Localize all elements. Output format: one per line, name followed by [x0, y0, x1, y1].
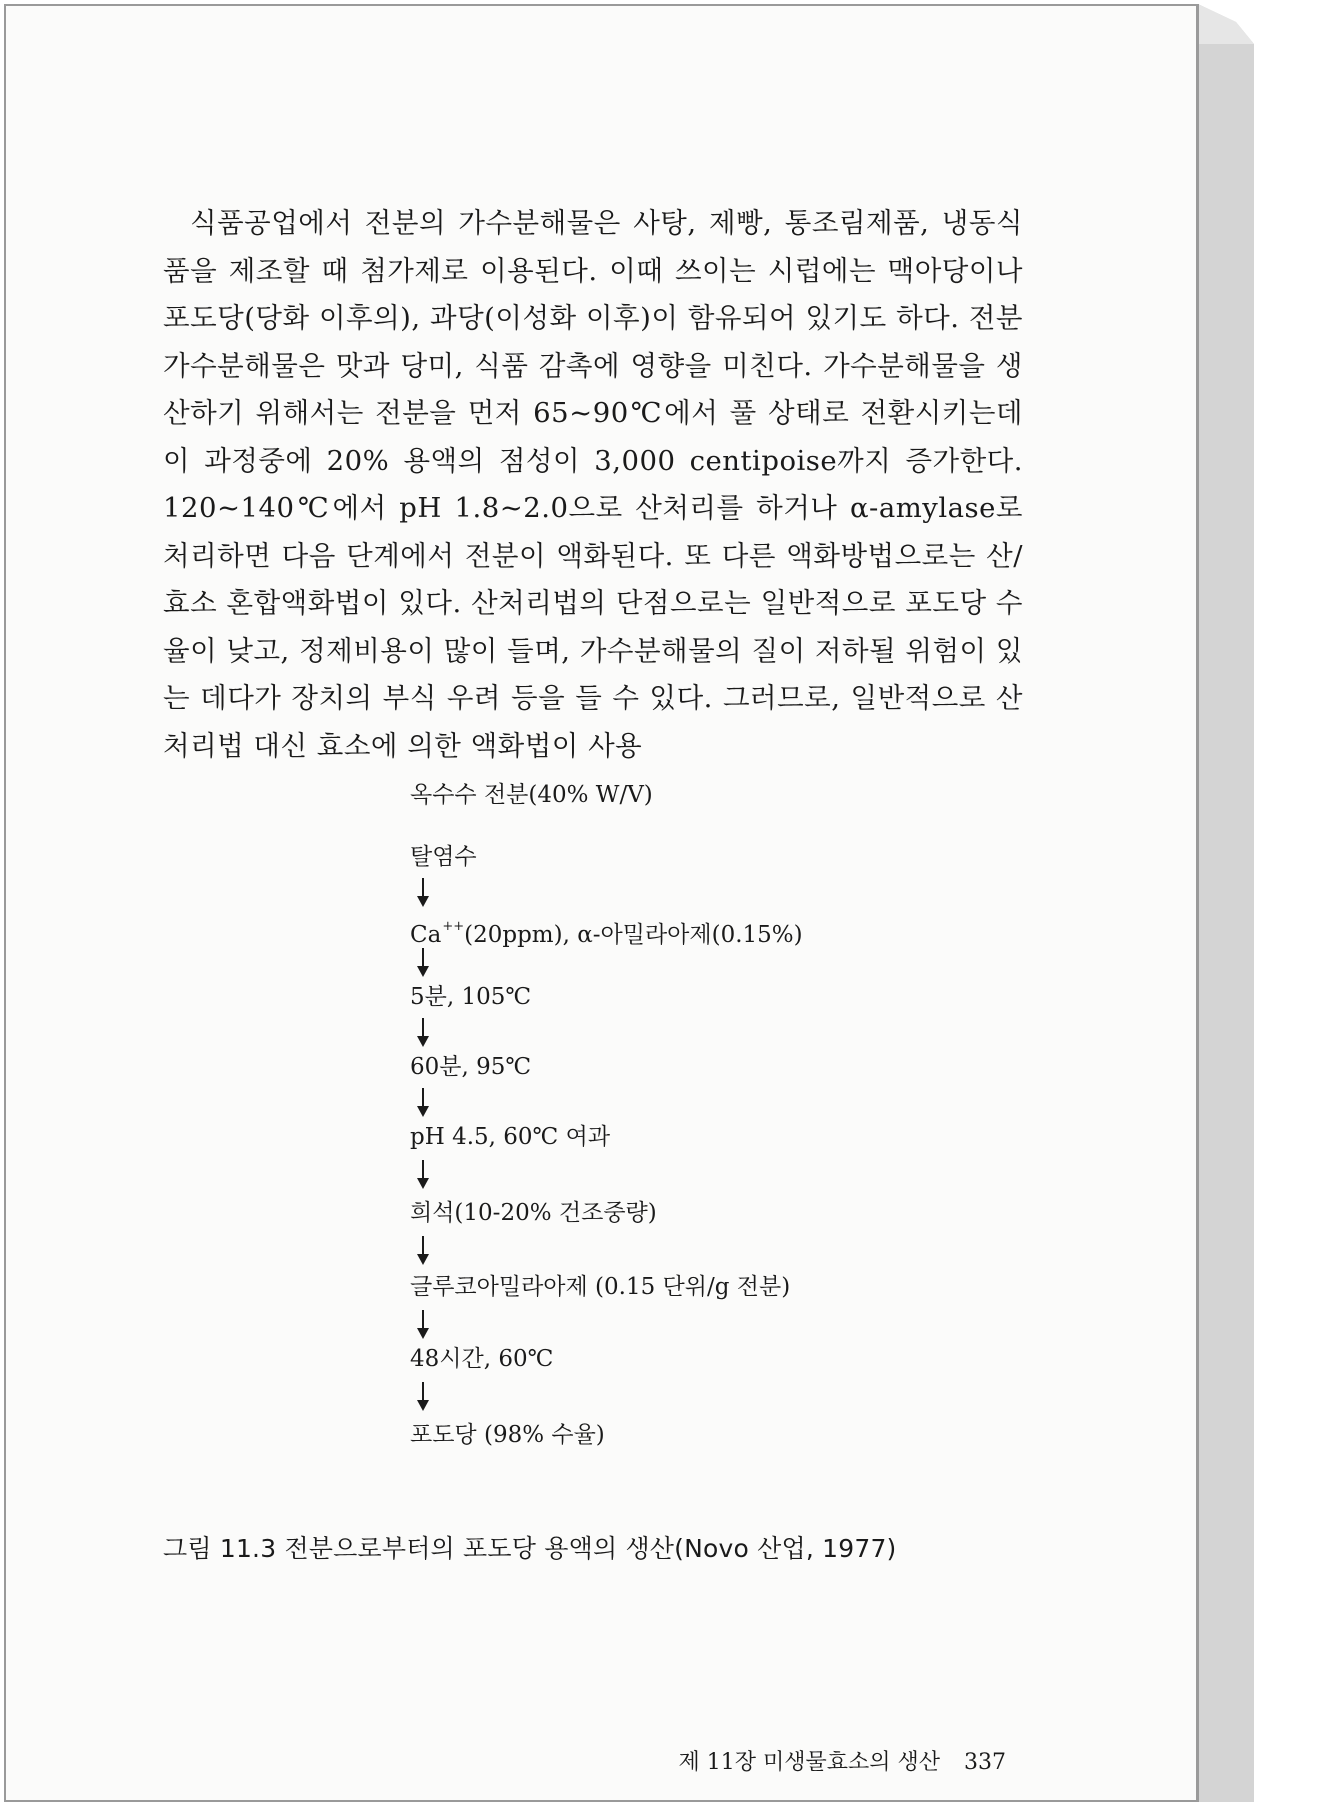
flow-step-calcium-amylase: Ca++(20ppm), α-아밀라아제(0.15%) — [410, 919, 803, 948]
flow-step-dilution: 희석(10-20% 건조중량) — [410, 1200, 657, 1226]
down-arrow-icon — [414, 946, 432, 978]
flow-step-glucoamylase: 글루코아밀라아제 (0.15 단위/g 전분) — [410, 1274, 791, 1300]
flow-step-5min-105c: 5분, 105℃ — [410, 984, 532, 1010]
flow-step-48h-60c: 48시간, 60℃ — [410, 1346, 554, 1372]
down-arrow-icon — [414, 1308, 432, 1340]
flow-step-60min-95c: 60분, 95℃ — [410, 1054, 532, 1080]
down-arrow-icon — [414, 1086, 432, 1118]
page-number: 337 — [964, 1750, 1006, 1775]
down-arrow-icon — [414, 1380, 432, 1412]
figure-caption: 그림 11.3 전분으로부터의 포도당 용액의 생산(Novo 산업, 1977) — [163, 1534, 897, 1563]
flow-step-ph-filtration: pH 4.5, 60℃ 여과 — [410, 1124, 611, 1150]
flow-input-label: 옥수수 전분(40% W/V) — [410, 782, 653, 808]
chapter-title: 제 11장 미생물효소의 생산 — [678, 1750, 940, 1775]
down-arrow-icon — [414, 876, 432, 908]
down-arrow-icon — [414, 1158, 432, 1190]
body-paragraph: 식품공업에서 전분의 가수분해물은 사탕, 제빵, 통조림제품, 냉동식품을 제조할 때 첨가제로 이용된다. 이때 쓰이는 시럽에는 맥아당이나 포도당(당화 이후의), 과당(이성화 이후)이 함유되어 있기도 하다. 전분 가수분해물은 맛과 당미, 식품 감촉에 영향을 미친다. 가수분해물을 생산하기 위해서는 전분을 먼저 65~90℃에서 풀 상태로 전환시키는데 이 과정중에 20% 용액의 점성이 3,000 centipoise까지 증가한다. 120~140℃에서 pH 1.8~2.0으로 산처리를 하거나 α-amylase로 처리하면 다음 단계에서 전분이 액화된다. 또 다른 액화방법으로는 산/효소 혼합액화법이 있다. 산처리법의 단점으로는 일반적으로 포도당 수율이 낮고, 정제비용이 많이 들며, 가수분해물의 질이 저하될 위험이 있는 데다가 장치의 부식 우려 등을 들 수 있다. 그러므로, 일반적으로 산처리법 대신 효소에 의한 액화법이 사용 — [163, 207, 1023, 762]
page-footer — [655, 1748, 1007, 1778]
page-edge-shadow — [1198, 4, 1254, 1802]
flow-step-deionized-water: 탈염수 — [410, 844, 477, 870]
down-arrow-icon — [414, 1016, 432, 1048]
flow-output-glucose: 포도당 (98% 수율) — [410, 1422, 605, 1448]
down-arrow-icon — [414, 1234, 432, 1266]
